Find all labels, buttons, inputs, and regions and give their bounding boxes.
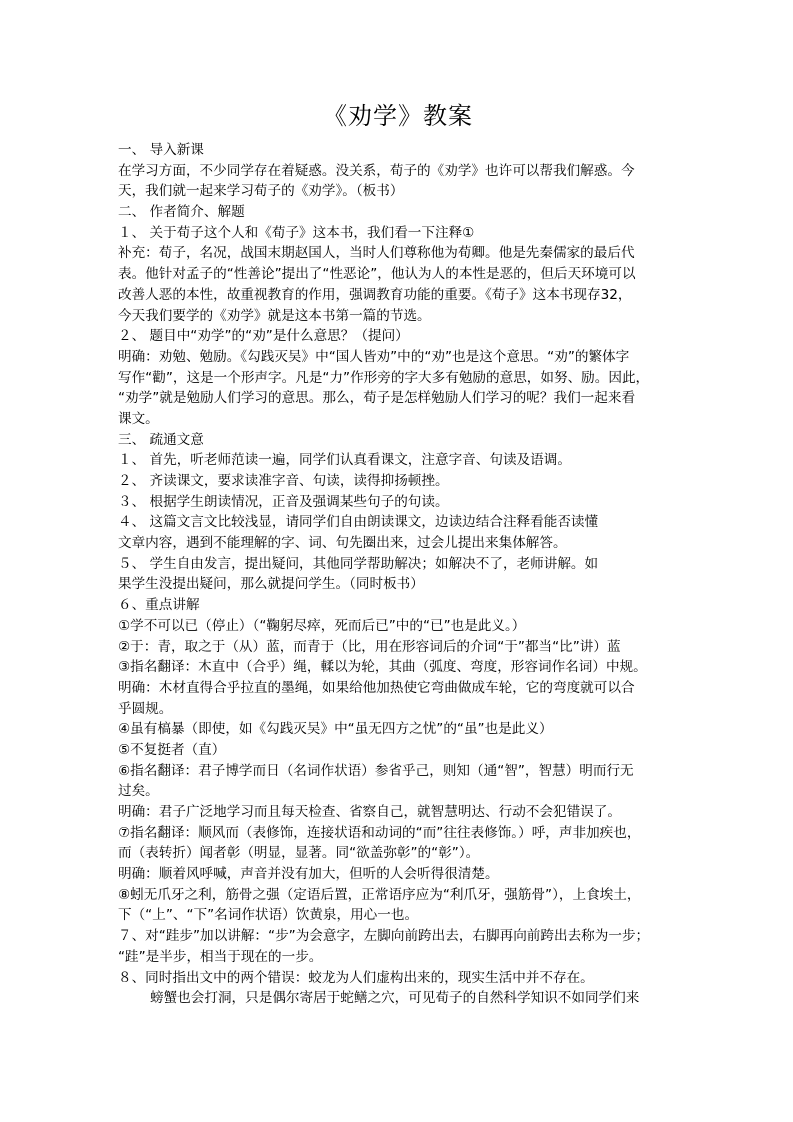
text-line: 螃蟹也会打洞，只是偶尔寄居于蛇鳝之穴，可见荀子的自然科学知识不如同学们来	[150, 990, 640, 1007]
text-line: 今天我们要学的《劝学》就是这本书第一篇的节选。	[118, 307, 431, 324]
document-title: 《劝学》教案	[323, 102, 473, 130]
text-line: 表。他针对孟子的“性善论”提出了“性恶论”，他认为人的本性是恶的，但后天环境可以	[118, 266, 636, 283]
text-line: １、 首先，听老师范读一遍，同学们认真看课文，注意字音、句读及语调。	[118, 452, 571, 469]
text-line: 果学生没提出疑问，那么就提问学生。（同时板书）	[118, 576, 424, 593]
text-line: 明确：君子广泛地学习而且每天检查、省察自己，就智慧明达、行动不会犯错误了。	[118, 804, 621, 820]
text-line: ６、重点讲解	[118, 597, 200, 614]
text-line: ５、 学生自由发言，提出疑问，其他同学帮助解决；如解决不了，老师讲解。如	[118, 555, 599, 572]
text-line: ７、对“跬步”加以讲解：“步”为会意字，左脚向前跨出去，右脚再向前跨出去称为一步；	[118, 928, 650, 945]
text-line: 明确：劝勉、勉励。《勾践灭吴》中“国人皆劝”中的“劝”也是这个意思。“劝”的繁体字	[118, 348, 630, 365]
text-line: 三、 疏通文意	[118, 431, 204, 448]
text-line: 天，我们就一起来学习荀子的《劝学》。（板书）	[118, 183, 404, 200]
text-line: 下（“上”、“下”名词作状语）饮黄泉，用心一也。	[118, 907, 419, 924]
text-line: ①学不可以已（停止）（“鞠躬尽瘁，死而后已”中的“已”也是此义。）	[118, 617, 526, 634]
text-line: ⑧蚓无爪牙之利，筋骨之强（定语后置，正常语序应为“利爪牙，强筋骨”），上食埃土，	[118, 886, 641, 903]
text-line: ４、 这篇文言文比较浅显，请同学们自由朗读课文，边读边结合注释看能否读懂	[118, 514, 599, 531]
text-line: ②于：青，取之于（从）蓝，而青于（比，用在形容词后的介词“于”都当“比”讲）蓝	[118, 638, 621, 655]
text-line: 而（表转折）闻者彰（明显，显著。同“欲盖弥彰”的“彰”）。	[118, 845, 480, 862]
text-line: 在学习方面，不少同学存在着疑惑。没关系，荀子的《劝学》也许可以帮我们解惑。今	[118, 162, 635, 179]
text-line: ３、 根据学生朗读情况，正音及强调某些句子的句读。	[118, 493, 449, 510]
text-line: 写作“勸”，这是一个形声字。凡是“力”作形旁的字大多有勉励的意思，如努、励。因此，	[118, 369, 650, 386]
text-line: ④虽有槁暴（即使，如《勾践灭吴》中“虽无四方之忧”的“虽”也是此义）	[118, 721, 553, 738]
text-line: ③指名翻译：木直中（合乎）绳，輮以为轮，其曲（弧度、弯度，形容词作名词）中规。	[118, 659, 647, 676]
document-body	[118, 140, 678, 1009]
text-line: 改善人恶的本性，故重视教育的作用，强调教育功能的重要。《荀子》这本书现存32，	[118, 286, 632, 303]
text-line: 补充：荀子，名况，战国末期赵国人，当时人们尊称他为荀卿。他是先秦儒家的最后代	[118, 245, 635, 262]
text-line: 文章内容，遇到不能理解的字、词、句先圈出来，过会儿提出来集体解答。	[118, 535, 567, 552]
document-page	[118, 98, 678, 1009]
text-line: ⑥指名翻译：君子博学而日（名词作状语）参省乎己，则知（通“智”，智慧）明而行无	[118, 762, 634, 779]
text-line: 课文。	[118, 410, 159, 427]
text-line: 乎圆规。	[118, 700, 173, 717]
text-line: ２、 齐读课文，要求读准字音、句读，读得抑扬顿挫。	[118, 473, 449, 489]
text-line: 过矣。	[118, 783, 159, 800]
text-line: ２、 题目中“劝学”的“劝”是什么意思？（提问）	[118, 328, 409, 345]
text-line: 明确：木材直得合乎拉直的墨绳，如果给他加热使它弯曲做成车轮，它的弯度就可以合	[118, 679, 635, 696]
text-line: ８、同时指出文中的两个错误：蛟龙为人们虚构出来的，现实生活中并不存在。	[118, 969, 594, 986]
text-line: 二、 作者简介、解题	[118, 204, 245, 221]
text-line: ⑦指名翻译：顺风而（表修饰，连接状语和动词的“而”往往表修饰。）呼，声非加疾也，	[118, 824, 641, 841]
text-line: “跬”是半步，相当于现在的一步。	[118, 948, 323, 965]
text-line: ⑤不复挺者（直）	[118, 741, 226, 758]
text-line: “劝学”就是勉励人们学习的意思。那么，荀子是怎样勉励人们学习的呢？我们一起来看	[118, 390, 636, 407]
text-line: １、 关于荀子这个人和《荀子》这本书，我们看一下注释①	[118, 224, 475, 241]
text-line: 一、 导入新课	[118, 142, 204, 158]
text-line: 明确：顺着风呼喊，声音并没有加大，但听的人会听得很清楚。	[118, 866, 499, 883]
